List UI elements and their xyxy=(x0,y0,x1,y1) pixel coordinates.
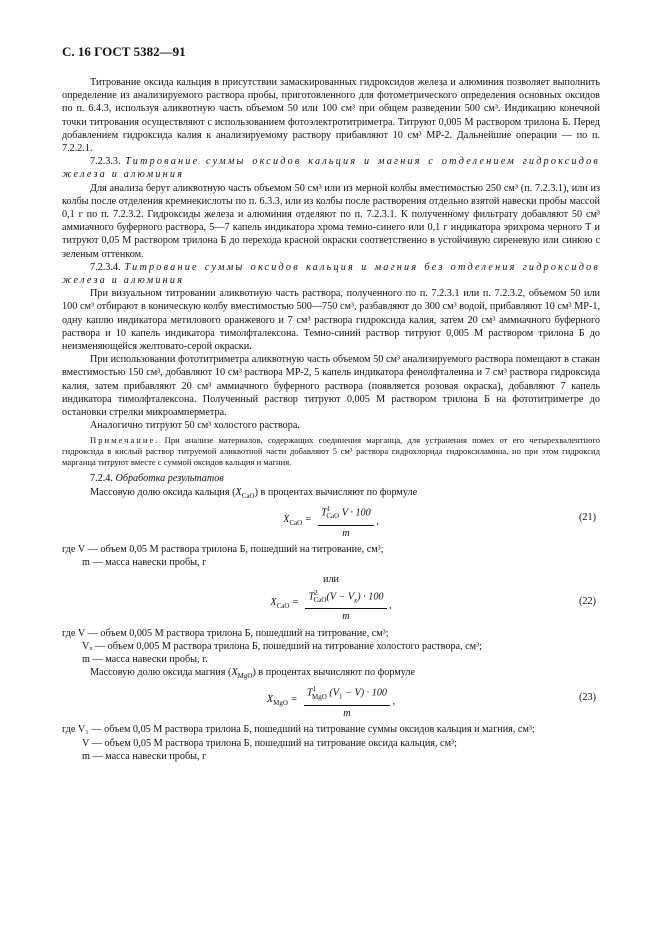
where-list-22 xyxy=(62,627,600,667)
paragraph-visual-titration: При визуальном титровании аликвотную часть раствора, полученного по п. 7.2.3.1 или п. 7.2.3.2, объемом 50 или 100 см³ отбирают в коническую колбу вместимостью 500—750 см³, разбавляют до 300 см³ водой, прибавляют 10 см³ МР-1, одну каплю индикатора метилового оранжевого и 7 см³ раствора гидроксида калия, затем 20 см³ аммиачного буферного раствора и 10 капель индикатора тимолфталексона. Темно-синий раствор титруют 0,005 М раствором трилона Б до неизменяющейся желтовато-серой окраски. xyxy=(62,288,600,353)
where-item: m — масса навески пробы, г xyxy=(82,557,207,569)
section-title: Титрование суммы оксидов кальция и магния без отделения гидроксидов железа и алюминия xyxy=(62,261,601,287)
section-7-2-3-4-heading xyxy=(62,261,600,287)
where-item: m — масса навески пробы, г xyxy=(82,750,207,762)
where-item: Vₓ — объем 0,005 М раствора трилона Б, пошедший на титрование холостого раствора, см³; xyxy=(82,640,483,652)
formula-number: (22) xyxy=(579,595,596,607)
where-item: где V — объем 0,005 М раствора трилона Б, пошедший на титрование, см³; xyxy=(62,627,389,639)
or-word: или xyxy=(323,574,339,586)
paragraph-7-2-3-3: Для анализа берут аликвотную часть объемом 50 см³ или из мерной колбы вместимостью 250 см³ (п. 7.2.3.1), или из колбы после отделения кремнекислоты по п. 6.3.3, или из колбы после растворения отдельно взятой навески пробы массой 0,1 г по п. 7.2.3.2. Гидроксиды железа и алюминия отделяют по п. 7.2.3.1. К полученному фильтрату добавляют 50 см³ аммиачного буферного раствора, 5—7 капель индикатора хрома темно-синего или 0,1 г индикатора эрихрома черного Т и титруют 0,05 М раствором трилона Б до перехода красной окраски соответственно в устойчивую сиреневую или синюю с зеленым оттенком. xyxy=(62,182,600,260)
cao-intro: Массовую долю оксида кальция $(X_{CaO})$ в процентах вычисляют по формуле xyxy=(90,486,418,500)
section-7-2-4-heading xyxy=(62,472,600,485)
note-heading: Примечание. xyxy=(90,435,160,446)
where-item: где V₁ — объем 0,05 М раствора трилона Б, пошедший на титрование суммы оксидов кальция и магния, см³; xyxy=(62,724,535,736)
section-number: 7.2.4. xyxy=(90,473,113,485)
document-body xyxy=(62,76,600,763)
where-item: где V — объем 0,05 М раствора трилона Б, пошедший на титрование, см³; xyxy=(62,543,384,555)
where-list-21 xyxy=(62,543,600,569)
section-title: Обработка результатов xyxy=(115,473,224,485)
note xyxy=(62,435,600,468)
section-number: 7.2.3.3. xyxy=(90,156,121,168)
where-item: V — объем 0,05 М раствора трилона Б, пошедший на титрование оксида кальция, см³; xyxy=(82,737,457,749)
mgo-intro: Массовую долю оксида магния $(X_{MgO})$ в процентах вычисляют по формуле xyxy=(90,667,415,681)
formula-22: $X_{CaO}$ = $\frac{T^2_{CaO}(V - V_x) \cdot 100}{m}$ , (22) xyxy=(270,588,596,623)
where-list-23 xyxy=(62,723,600,763)
formula-21: $X_{CaO}$ = $\frac{T^1_{CaO} V \cdot 100}{m}$ , (21) xyxy=(283,504,596,539)
formula-number: (21) xyxy=(579,511,596,523)
section-number: 7.2.3.4. xyxy=(90,261,121,273)
page-header: С. 16 ГОСТ 5382—91 xyxy=(62,44,186,59)
paragraph-phototitrimeter: При использовании фототитриметра аликвотную часть объемом 50 см³ анализируемого раствора помещают в стакан вместимостью 150 см³, добавляют 10 см³ раствора МР-2, 5 капель индикатора фенолфталеина и 7 см³ раствора гидроксида калия, затем прибавляют 20 см³ аммиачного буферного раствора (появляется розовая окраска), добавляют 7 капель индикатора тимолфталексона. Полученный раствор титруют 0,005 М раствором трилона Б на фототитриметре до остановки стрелки микроамперметра. xyxy=(62,354,600,419)
paragraph-cao-masked: Титрование оксида кальция в присутствии замаскированных гидроксидов железа и алюминия позволяет выполнить определение из анализируемого раствора пробы, приготовленного для фотометрического определения основных оксидов по п. 6.4.3, используя аликвотную часть объемом 50 или 100 см³ при общем разведении 500 см³. Индикацию конечной точки титрования осуществляют с использованием фотоэлектротитриметра. Титруют 0,005 М раствором трилона Б. Перед добавлением гидроксида калия к анализируемому раствору прибавляют 10 см³ МР-2. Дальнейшие операции — по п. 7.2.2.1. xyxy=(62,77,600,155)
paragraph-blank: Аналогично титруют 50 см³ холостого раствора. xyxy=(90,420,300,432)
section-title: Титрование суммы оксидов кальция и магния с отделением гидроксидов железа и алюминия xyxy=(62,156,601,181)
note-text: При анализе материалов, содержащих соединения марганца, для устранения помех от его четырехвалентного гидроксида в кислый раствор титруемой аликвотной части добавляют 5 см³ раствора гидрохлорида гидроксиламина, но при этом гидроксид марганца титруют вместе с суммой оксидов кальция и магния. xyxy=(62,435,600,468)
formula-number: (23) xyxy=(579,692,596,704)
formula-23: $X_{MgO}$ = $\frac{T^1_{MgO} (V_1 - V) \cdot 100}{m}$ , (23) xyxy=(266,685,596,719)
section-7-2-3-3-heading xyxy=(62,155,600,181)
where-item: m — масса навески пробы, г. xyxy=(82,653,208,665)
